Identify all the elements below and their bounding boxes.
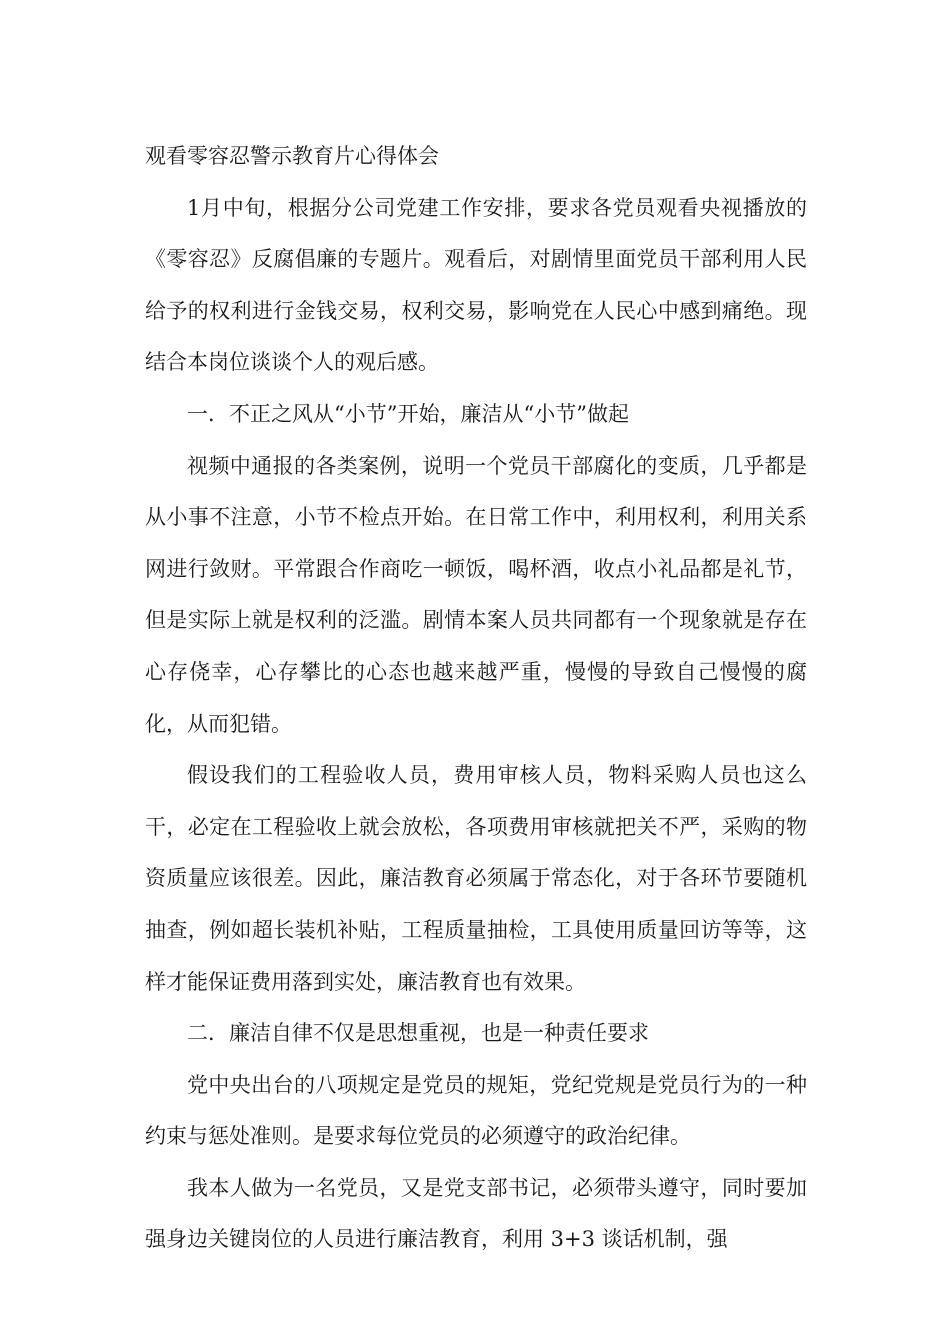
paragraph-personal: 我本人做为一名党员，又是党支部书记，必须带头遵守，同时要加强身边关键岗位的人员进行廉洁教育，利用 3+3 谈话机制，强: [145, 1175, 807, 1252]
paragraph-intro: 1月中旬，根据分公司党建工作安排，要求各党员观看央视播放的《零容忍》反腐倡廉的专题片。观看后，对剧情里面党员干部利用人民给予的权利进行金钱交易，权利交易，影响党在人民心中感到痛绝。现结合本岗位谈谈个人的观后感。: [145, 195, 807, 375]
paragraph-regulations: 党中央出台的八项规定是党员的规矩，党纪党规是党员行为的一种约束与惩处准则。是要求每位党员的必须遵守的政治纪律。: [145, 1072, 807, 1149]
section-heading-1: 一．不正之风从“小节”开始，廉洁从“小节”做起: [187, 401, 629, 426]
section-heading-2: 二．廉洁自律不仅是思想重视，也是一种责任要求: [187, 1021, 649, 1046]
paragraph-cases: 视频中通报的各类案例，说明一个党员干部腐化的变质，几乎都是从小事不注意，小节不检点开始。在日常工作中，利用权利，利用关系网进行敛财。平常跟合作商吃一顿饭，喝杯酒，收点小礼品都是礼节，但是实际上就是权利的泛滥。剧情本案人员共同都有一个现象就是存在心存侥幸，心存攀比的心态也越来越严重，慢慢的导致自己慢慢的腐化，从而犯错。: [145, 453, 807, 736]
paragraph-hypothesis: 假设我们的工程验收人员，费用审核人员，物料采购人员也这么干，必定在工程验收上就会放松，各项费用审核就把关不严，采购的物资质量应该很差。因此，廉洁教育必须属于常态化，对于各环节要随机抽查，例如超长装机补贴，工程质量抽检，工具使用质量回访等等，这样才能保证费用落到实处，廉洁教育也有效果。: [145, 763, 807, 994]
document-title: 观看零容忍警示教育片心得体会: [145, 144, 439, 168]
document-body: [145, 131, 807, 1266]
